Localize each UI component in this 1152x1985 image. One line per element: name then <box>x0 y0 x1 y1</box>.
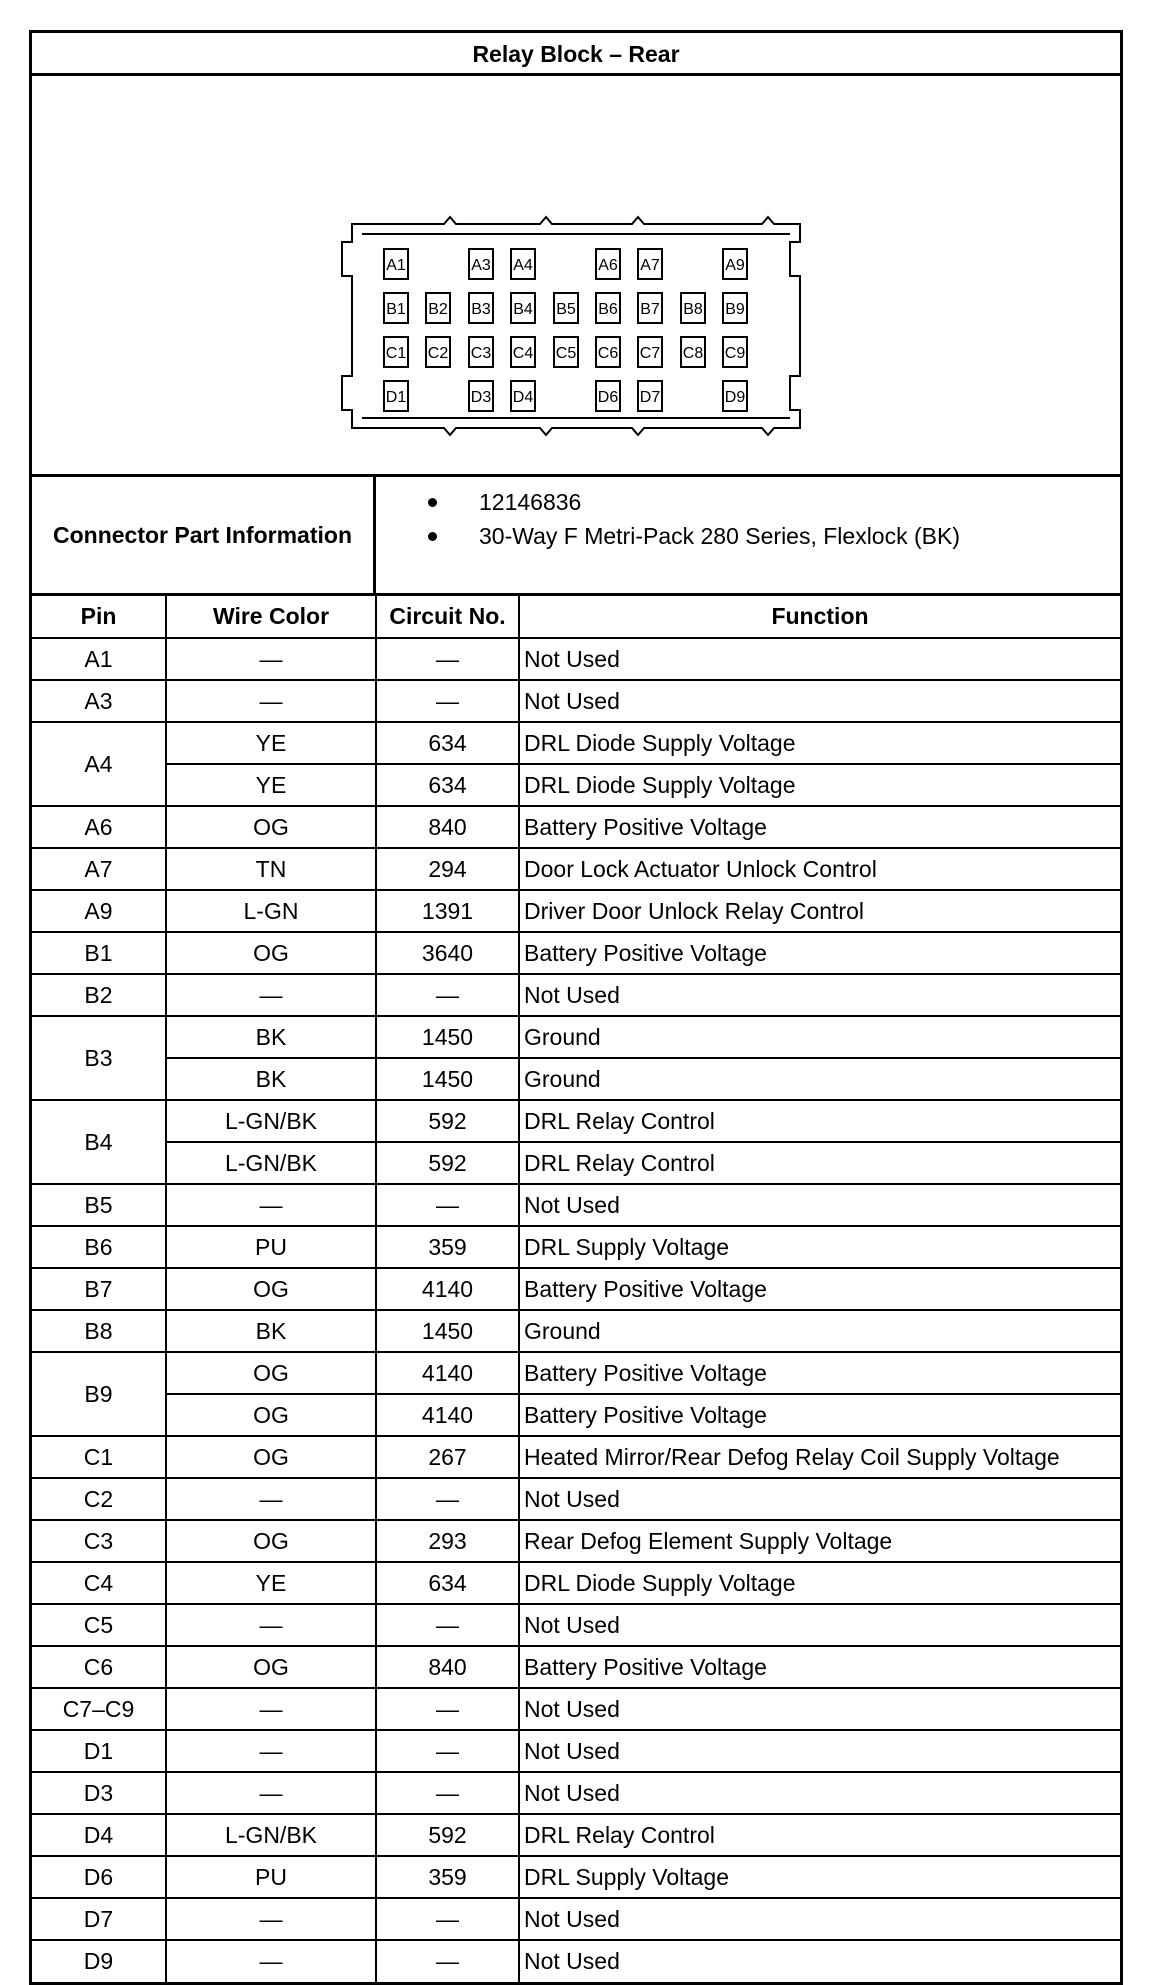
pin-cell: A7 <box>32 848 166 890</box>
wire-color-cell: — <box>166 1688 376 1730</box>
wire-color-cell: BK <box>166 1058 376 1100</box>
wire-color-cell: YE <box>166 764 376 806</box>
circuit-cell: 1450 <box>376 1310 519 1352</box>
part-info-label: Connector Part Information <box>32 477 376 593</box>
circuit-cell: 1450 <box>376 1058 519 1100</box>
pin-cell: B2 <box>32 974 166 1016</box>
table-row <box>32 764 1120 806</box>
function-cell: Heated Mirror/Rear Defog Relay Coil Supply Voltage <box>519 1436 1120 1478</box>
pin-cell: D1 <box>32 1730 166 1772</box>
pin-cell: B5 <box>32 1184 166 1226</box>
circuit-cell: — <box>376 1184 519 1226</box>
pin-cavity-label: C1 <box>385 345 407 362</box>
function-cell: Ground <box>519 1058 1120 1100</box>
function-cell: Rear Defog Element Supply Voltage <box>519 1520 1120 1562</box>
part-info-item <box>428 485 1120 519</box>
circuit-cell: 592 <box>376 1142 519 1184</box>
table-row <box>32 1100 1120 1142</box>
wire-color-cell: — <box>166 1940 376 1982</box>
pin-cavity-label: C6 <box>597 345 619 362</box>
pin-cavity-label: C2 <box>427 345 449 362</box>
table-row <box>32 1814 1120 1856</box>
wire-color-cell: — <box>166 1184 376 1226</box>
pin-cavity-label: D1 <box>385 389 407 406</box>
circuit-cell: 294 <box>376 848 519 890</box>
pin-cavity-label: B8 <box>683 301 703 318</box>
pin-cell: A4 <box>32 722 166 806</box>
table-row <box>32 1730 1120 1772</box>
pin-cavity-label: C3 <box>470 345 492 362</box>
pin-cavity-label: D3 <box>470 389 492 406</box>
table-row <box>32 1688 1120 1730</box>
pin-cell: B7 <box>32 1268 166 1310</box>
circuit-cell: — <box>376 1898 519 1940</box>
pin-cell: B4 <box>32 1100 166 1184</box>
pin-cell: D3 <box>32 1772 166 1814</box>
bullet-icon <box>428 532 437 541</box>
header-pin: Pin <box>32 596 166 638</box>
pinout-table <box>32 596 1120 1982</box>
function-cell: DRL Supply Voltage <box>519 1856 1120 1898</box>
circuit-cell: 634 <box>376 722 519 764</box>
pin-cavity-label: A6 <box>598 257 618 274</box>
table-row <box>32 974 1120 1016</box>
table-row <box>32 1184 1120 1226</box>
table-row <box>32 1016 1120 1058</box>
circuit-cell: — <box>376 1604 519 1646</box>
pin-cavity-label: B9 <box>725 301 745 318</box>
pin-cavity-label: D9 <box>724 389 746 406</box>
table-row <box>32 1436 1120 1478</box>
circuit-cell: 634 <box>376 764 519 806</box>
function-cell: Ground <box>519 1016 1120 1058</box>
circuit-cell: 840 <box>376 1646 519 1688</box>
circuit-cell: — <box>376 638 519 680</box>
function-cell: Ground <box>519 1310 1120 1352</box>
pin-cell: D9 <box>32 1940 166 1982</box>
function-cell: Battery Positive Voltage <box>519 932 1120 974</box>
pin-cavity-label: C5 <box>555 345 577 362</box>
function-cell: Not Used <box>519 680 1120 722</box>
function-cell: Not Used <box>519 1478 1120 1520</box>
circuit-cell: 4140 <box>376 1352 519 1394</box>
header-wire-color: Wire Color <box>166 596 376 638</box>
function-cell: Battery Positive Voltage <box>519 806 1120 848</box>
wire-color-cell: PU <box>166 1226 376 1268</box>
wire-color-cell: OG <box>166 1268 376 1310</box>
pin-cavity-label: D6 <box>597 389 619 406</box>
table-row <box>32 1520 1120 1562</box>
function-cell: DRL Diode Supply Voltage <box>519 1562 1120 1604</box>
connector-part-info <box>32 477 1120 596</box>
function-cell: Not Used <box>519 1184 1120 1226</box>
table-row <box>32 848 1120 890</box>
function-cell: DRL Diode Supply Voltage <box>519 722 1120 764</box>
table-row <box>32 1058 1120 1100</box>
function-cell: Not Used <box>519 1604 1120 1646</box>
function-cell: Not Used <box>519 1730 1120 1772</box>
wire-color-cell: OG <box>166 806 376 848</box>
function-cell: Battery Positive Voltage <box>519 1268 1120 1310</box>
wire-color-cell: OG <box>166 1352 376 1394</box>
table-row <box>32 680 1120 722</box>
function-cell: Battery Positive Voltage <box>519 1646 1120 1688</box>
table-row <box>32 1268 1120 1310</box>
wire-color-cell: YE <box>166 1562 376 1604</box>
pin-cell: D7 <box>32 1898 166 1940</box>
circuit-cell: 592 <box>376 1100 519 1142</box>
wire-color-cell: OG <box>166 932 376 974</box>
circuit-cell: 4140 <box>376 1268 519 1310</box>
table-row <box>32 1940 1120 1982</box>
circuit-cell: 293 <box>376 1520 519 1562</box>
circuit-cell: 359 <box>376 1226 519 1268</box>
pin-cell: C4 <box>32 1562 166 1604</box>
function-cell: Battery Positive Voltage <box>519 1394 1120 1436</box>
pin-cavity-label: B6 <box>598 301 618 318</box>
function-cell: Not Used <box>519 1772 1120 1814</box>
function-cell: DRL Relay Control <box>519 1100 1120 1142</box>
table-row <box>32 1478 1120 1520</box>
pin-cell: C2 <box>32 1478 166 1520</box>
table-row <box>32 638 1120 680</box>
wire-color-cell: — <box>166 1730 376 1772</box>
circuit-cell: 1391 <box>376 890 519 932</box>
connector-description: 30-Way F Metri-Pack 280 Series, Flexlock (BK) <box>479 522 960 549</box>
pin-cavity-label: C8 <box>682 345 704 362</box>
part-info-item <box>428 519 1120 553</box>
pin-cell: B9 <box>32 1352 166 1436</box>
pin-cavity-label: A3 <box>471 257 491 274</box>
pin-cell: D6 <box>32 1856 166 1898</box>
wire-color-cell: OG <box>166 1646 376 1688</box>
page-title: Relay Block – Rear <box>32 33 1120 76</box>
table-row <box>32 1352 1120 1394</box>
pin-cavity-label: D7 <box>639 389 661 406</box>
pin-cavity-label: B4 <box>513 301 533 318</box>
circuit-cell: 592 <box>376 1814 519 1856</box>
pin-cell: C3 <box>32 1520 166 1562</box>
pin-cell: A1 <box>32 638 166 680</box>
wire-color-cell: — <box>166 638 376 680</box>
table-row <box>32 1142 1120 1184</box>
pin-cell: A9 <box>32 890 166 932</box>
part-number: 12146836 <box>479 488 582 515</box>
function-cell: Not Used <box>519 1940 1120 1982</box>
pin-cavity-label: A1 <box>386 257 406 274</box>
pin-cell: B8 <box>32 1310 166 1352</box>
table-row <box>32 1226 1120 1268</box>
function-cell: DRL Relay Control <box>519 1814 1120 1856</box>
circuit-cell: — <box>376 1730 519 1772</box>
pin-cell: B6 <box>32 1226 166 1268</box>
wire-color-cell: PU <box>166 1856 376 1898</box>
function-cell: DRL Diode Supply Voltage <box>519 764 1120 806</box>
pin-cavity-label: B5 <box>556 301 576 318</box>
table-row <box>32 806 1120 848</box>
wire-color-cell: OG <box>166 1394 376 1436</box>
part-info-list <box>376 477 1120 593</box>
bullet-icon <box>428 498 437 507</box>
function-cell: DRL Supply Voltage <box>519 1226 1120 1268</box>
pinout-document <box>29 30 1123 1985</box>
wire-color-cell: L-GN/BK <box>166 1142 376 1184</box>
wire-color-cell: YE <box>166 722 376 764</box>
table-row <box>32 1898 1120 1940</box>
function-cell: DRL Relay Control <box>519 1142 1120 1184</box>
header-circuit-no: Circuit No. <box>376 596 519 638</box>
pin-cavity-label: D4 <box>512 389 534 406</box>
circuit-cell: — <box>376 974 519 1016</box>
table-row <box>32 932 1120 974</box>
pin-cell: C6 <box>32 1646 166 1688</box>
table-header-row <box>32 596 1120 638</box>
table-row <box>32 1604 1120 1646</box>
table-row <box>32 1394 1120 1436</box>
table-row <box>32 1562 1120 1604</box>
function-cell: Not Used <box>519 1688 1120 1730</box>
circuit-cell: — <box>376 680 519 722</box>
pin-cavity-label: B7 <box>640 301 660 318</box>
wire-color-cell: — <box>166 974 376 1016</box>
pin-cell: B1 <box>32 932 166 974</box>
pin-cavity-label: A4 <box>513 257 533 274</box>
table-row <box>32 1646 1120 1688</box>
table-row <box>32 1310 1120 1352</box>
pin-cell: A3 <box>32 680 166 722</box>
circuit-cell: — <box>376 1688 519 1730</box>
pin-cavity-label: B3 <box>471 301 491 318</box>
wire-color-cell: OG <box>166 1520 376 1562</box>
function-cell: Battery Positive Voltage <box>519 1352 1120 1394</box>
wire-color-cell: BK <box>166 1310 376 1352</box>
circuit-cell: 634 <box>376 1562 519 1604</box>
wire-color-cell: BK <box>166 1016 376 1058</box>
circuit-cell: — <box>376 1772 519 1814</box>
pin-cavity-label: A9 <box>725 257 745 274</box>
table-row <box>32 1772 1120 1814</box>
pin-cavity-label: B1 <box>386 301 406 318</box>
pin-cell: C1 <box>32 1436 166 1478</box>
circuit-cell: 1450 <box>376 1016 519 1058</box>
pin-cavity-label: B2 <box>428 301 448 318</box>
pin-cell: C5 <box>32 1604 166 1646</box>
wire-color-cell: L-GN/BK <box>166 1814 376 1856</box>
wire-color-cell: OG <box>166 1436 376 1478</box>
wire-color-cell: — <box>166 1604 376 1646</box>
function-cell: Driver Door Unlock Relay Control <box>519 890 1120 932</box>
wire-color-cell: L-GN/BK <box>166 1100 376 1142</box>
table-row <box>32 1856 1120 1898</box>
function-cell: Not Used <box>519 638 1120 680</box>
pin-cell: C7–C9 <box>32 1688 166 1730</box>
table-row <box>32 890 1120 932</box>
connector-face-drawing <box>32 76 1120 474</box>
pinout-table-body <box>32 638 1120 1982</box>
circuit-cell: 4140 <box>376 1394 519 1436</box>
circuit-cell: 359 <box>376 1856 519 1898</box>
pin-cell: B3 <box>32 1016 166 1100</box>
pin-cell: A6 <box>32 806 166 848</box>
function-cell: Not Used <box>519 974 1120 1016</box>
circuit-cell: — <box>376 1940 519 1982</box>
header-function: Function <box>519 596 1120 638</box>
pin-cell: D4 <box>32 1814 166 1856</box>
wire-color-cell: TN <box>166 848 376 890</box>
wire-color-cell: L-GN <box>166 890 376 932</box>
connector-diagram <box>32 76 1120 477</box>
circuit-cell: 840 <box>376 806 519 848</box>
pin-cavity-label: C7 <box>639 345 661 362</box>
pin-cavity-label: C9 <box>724 345 746 362</box>
function-cell: Door Lock Actuator Unlock Control <box>519 848 1120 890</box>
wire-color-cell: — <box>166 1772 376 1814</box>
wire-color-cell: — <box>166 1478 376 1520</box>
pin-cavity-label: C4 <box>512 345 534 362</box>
circuit-cell: 3640 <box>376 932 519 974</box>
function-cell: Not Used <box>519 1898 1120 1940</box>
table-row <box>32 722 1120 764</box>
circuit-cell: 267 <box>376 1436 519 1478</box>
wire-color-cell: — <box>166 680 376 722</box>
circuit-cell: — <box>376 1478 519 1520</box>
wire-color-cell: — <box>166 1898 376 1940</box>
pin-cavity-label: A7 <box>640 257 660 274</box>
